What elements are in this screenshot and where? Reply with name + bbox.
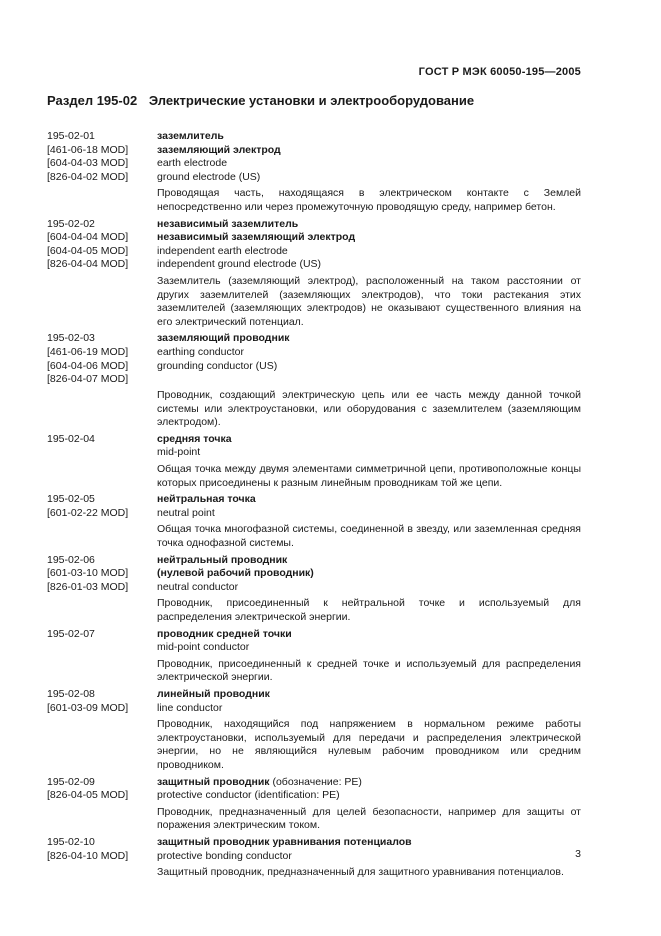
term-text: линейный проводник [157, 687, 270, 700]
term-text: independent earth electrode [157, 244, 288, 257]
term-definition: Защитный проводник, предназначенный для защитного уравнивания потенциалов. [157, 866, 564, 879]
term-name-en [157, 581, 581, 595]
term-reference: [826-04-05 MOD] [47, 789, 129, 802]
term-name-en [157, 507, 581, 521]
term-entry [47, 493, 581, 550]
term-content [157, 836, 581, 880]
term-entry [47, 628, 581, 685]
term-name-ru [157, 554, 581, 568]
term-designation: (обозначение: PE) [269, 775, 362, 788]
term-text: protective bonding conductor [157, 849, 292, 862]
term-definition: Проводник, присоединенный к нейтральной точке и используемый для распределения электрической энергии. [157, 597, 581, 623]
term-codes [47, 130, 157, 215]
term-definition: Проводник, находящийся под напряжением в нормальном режиме работы электроустановки, используемый для передачи и распределения электрической энергии, но не являющийся нулевым рабочим проводником или средним проводником. [157, 718, 581, 771]
term-name-ru [157, 628, 581, 642]
term-content [157, 776, 581, 833]
term-reference: [604-04-06 MOD] [47, 359, 129, 372]
term-definition: Общая точка многофазной системы, соединенной в звезду, или заземленная средняя точка однофазной системы. [157, 523, 581, 550]
term-number: 195-02-09 [47, 775, 95, 788]
term-name-en [157, 641, 581, 655]
term-codes [47, 493, 157, 550]
term-entry [47, 130, 581, 215]
term-codes [47, 836, 157, 880]
term-number: 195-02-07 [47, 627, 95, 640]
term-reference: [826-04-10 MOD] [47, 849, 129, 862]
term-number: 195-02-06 [47, 553, 95, 566]
term-text: neutral point [157, 506, 215, 519]
term-content [157, 628, 581, 685]
term-name-ru [157, 332, 581, 346]
term-name-en [157, 702, 581, 716]
term-entry [47, 218, 581, 330]
term-name-ru [157, 776, 581, 790]
term-text: заземляющий проводник [157, 332, 290, 345]
term-name-ru [157, 231, 581, 245]
term-content [157, 493, 581, 550]
term-definition: Проводник, присоединенный к средней точке и используемый для распределения электрической энергии. [157, 657, 581, 684]
term-name-ru [157, 433, 581, 447]
term-name-en [157, 446, 581, 460]
term-content [157, 130, 581, 215]
term-text: защитный проводник уравнивания потенциалов [157, 835, 412, 848]
term-number: 195-02-02 [47, 217, 95, 230]
term-definition: Проводник, предназначенный для целей безопасности, например для защиты от поражения электрическим током. [157, 805, 581, 832]
term-text: independent ground electrode (US) [157, 258, 322, 271]
term-reference: [461-06-19 MOD] [47, 345, 129, 358]
term-codes [47, 218, 157, 330]
term-text: независимый заземляющий электрод [157, 231, 356, 244]
term-definition: Общая точка между двумя элементами симметричной цепи, противоположные концы которых присоединены к разным линейным проводникам той же цепи. [157, 463, 581, 489]
term-codes [47, 688, 157, 773]
term-number: 195-02-10 [47, 835, 95, 848]
term-name-ru [157, 836, 581, 850]
term-text: earth electrode [157, 157, 228, 170]
term-number: 195-02-08 [47, 687, 95, 700]
term-codes [47, 776, 157, 833]
section-number: Раздел 195-02 [47, 93, 138, 108]
term-entry [47, 836, 581, 880]
term-name-ru [157, 493, 581, 507]
section-title: Электрические установки и электрооборудование [148, 93, 475, 108]
term-entry [47, 776, 581, 833]
term-codes [47, 332, 157, 430]
term-text: neutral conductor [157, 580, 239, 593]
term-reference: [601-03-10 MOD] [47, 567, 129, 580]
term-name-ru [157, 144, 581, 158]
term-name-en [157, 789, 581, 803]
term-reference: [826-01-03 MOD] [47, 580, 129, 593]
term-content [157, 554, 581, 625]
term-name-en [157, 346, 581, 360]
term-definition: Заземлитель (заземляющий электрод), расположенный на таком расстоянии от других заземлителей (заземляющих электродов), что токи растекания этих заземлителей (заземляющих электродов) не оказывают существенного влияния на его электрический потенциал. [157, 274, 581, 328]
term-entry [47, 688, 581, 773]
term-name-en [157, 245, 581, 259]
term-text: защитный проводник [157, 775, 270, 788]
term-text: line conductor [157, 701, 223, 714]
term-text: grounding conductor (US) [157, 359, 278, 372]
term-reference: [826-04-02 MOD] [47, 170, 129, 183]
term-name-ru [157, 218, 581, 232]
term-name-en [157, 171, 581, 185]
term-text: earthing conductor [157, 345, 244, 358]
term-text: нейтральный проводник [157, 553, 288, 566]
page-number: 3 [575, 848, 581, 860]
term-text: средняя точка [157, 432, 232, 445]
term-name-ru [157, 130, 581, 144]
term-entry [47, 332, 581, 430]
term-text: проводник средней точки [157, 627, 292, 640]
term-reference: [604-04-04 MOD] [47, 231, 129, 244]
section-heading [47, 93, 474, 108]
term-definition: Проводящая часть, находящаяся в электрическом контакте с Землей непосредственно или через промежуточную проводящую среду, например бетон. [157, 187, 581, 213]
term-name-ru [157, 688, 581, 702]
term-name-ru [157, 567, 581, 581]
term-reference: [826-04-04 MOD] [47, 258, 129, 271]
term-codes [47, 433, 157, 490]
term-entry [47, 554, 581, 625]
term-reference: [826-04-07 MOD] [47, 373, 129, 386]
term-reference: [601-03-09 MOD] [47, 701, 129, 714]
term-name-en [157, 360, 581, 374]
term-text: независимый заземлитель [157, 217, 299, 230]
term-text: нейтральная точка [157, 493, 256, 506]
term-name-en [157, 157, 581, 171]
term-text: mid-point conductor [157, 641, 250, 654]
term-reference: [604-04-03 MOD] [47, 157, 129, 170]
term-content [157, 688, 581, 773]
term-reference: [604-04-05 MOD] [47, 244, 129, 257]
term-codes [47, 628, 157, 685]
term-name-en [157, 850, 581, 864]
term-text: заземлитель [157, 130, 224, 142]
term-list [47, 130, 581, 883]
term-number: 195-02-04 [47, 432, 95, 445]
term-content [157, 433, 581, 490]
term-name-en [157, 258, 581, 272]
term-codes [47, 554, 157, 625]
term-content [157, 218, 581, 330]
term-text: (нулевой рабочий проводник) [157, 567, 314, 580]
term-text: protective conductor (identification: PE) [157, 789, 340, 802]
term-text: ground electrode (US) [157, 170, 261, 183]
document-header: ГОСТ Р МЭК 60050-195—2005 [418, 66, 581, 78]
term-text: заземляющий электрод [157, 143, 281, 156]
term-text: mid-point [157, 446, 201, 459]
term-definition: Проводник, создающий электрическую цепь или ее часть между данной точкой системы или электроустановки, или оборудования с заземлителем (заземляющим электродом). [157, 389, 581, 429]
term-content [157, 332, 581, 430]
term-entry [47, 433, 581, 490]
term-reference: [601-02-22 MOD] [47, 506, 129, 519]
term-number: 195-02-03 [47, 332, 95, 345]
term-number: 195-02-05 [47, 493, 95, 506]
term-reference: [461-06-18 MOD] [47, 143, 129, 156]
term-number: 195-02-01 [47, 130, 95, 142]
